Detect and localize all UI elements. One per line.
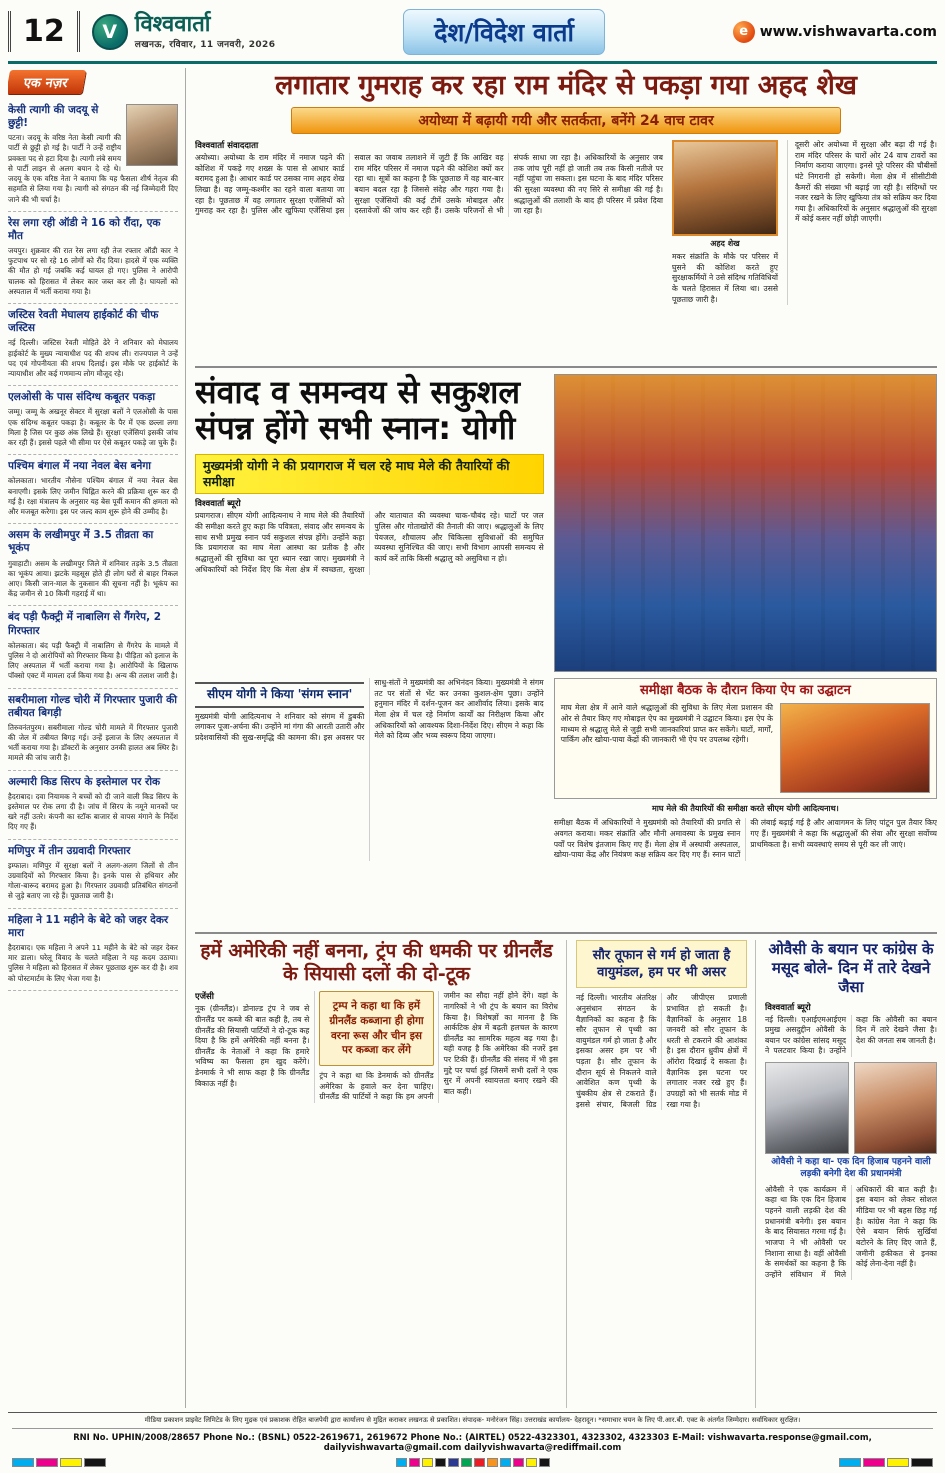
sidebar-news-item (8, 99, 178, 212)
news-body: जम्मू। जम्मू के अखनूर सेक्टर में सुरक्षा बलों ने एलओसी के पास एक संदिग्ध कबूतर पकड़ा है। कबूतर के पैर में एक छल्ला लगा मिला है जिस पर कुछ अंक लिखे हैं। सुरक्षा एजेंसियां इसकी जांच कर रही हैं। इससे पहले भी सीमा पर ऐसे कबूतर पकड़े जा चुके हैं। (8, 407, 178, 448)
article-body: माघ मेला क्षेत्र में आने वाले श्रद्धालुओं की सुविधा के लिए मेला प्रशासन की ओर से तैयार किए गए मोबाइल ऐप का मुख्यमंत्री ने उद्घाटन किया। इस ऐप के माध्यम से श्रद्धालु मेले से जुड़ी सभी जानकारियां प्राप्त कर सकेंगे। घाटों, मार्गों, पार्किंग और खोया-पाया केंद्रों की जानकारी भी ऐप पर उपलब्ध रहेगी। (560, 703, 773, 745)
masthead (92, 13, 276, 49)
byline: एजेंसी (195, 992, 214, 1003)
rni-contact-line: RNI No. UPHIN/2008/28657 Phone No.: (BSNL) 0522-2619671, 2619672 Phone No.: (AIRTEL) 0522-4323301, 4323302, 4323303 E-Mail: vishwavarta.response@gmail.com, dailyvishwavarta@gmail.com dailyvishwavarta@rediffmail.com (12, 1428, 933, 1452)
photo-kc-tyagi (126, 104, 178, 166)
sub-article-headline: समीक्षा बैठक के दौरान किया ऐप का उद्घाटन (639, 683, 851, 698)
photo-caption: ओवैसी ने कहा था- एक दिन हिजाब पहनने वाली लड़की बनेगी देश की प्रधानमंत्री (771, 1157, 931, 1179)
article-subhead: मुख्यमंत्री योगी ने की प्रयागराज में चल रहे माघ मेले की तैयारियों की समीक्षा (195, 454, 544, 495)
news-body: तिरुवनंतपुरम। सबरीमाला गोल्ड चोरी मामले में गिरफ्तार पुजारी की जेल में तबीयत बिगड़ गई। उन्हें इलाज के लिए अस्पताल में भर्ती कराया गया है। डॉक्टरों के अनुसार उनकी हालत अब स्थिर है। मामले की जांच जारी है। (8, 722, 178, 763)
news-headline: अल्मारी किड सिरप के इस्तेमाल पर रोक (8, 775, 161, 788)
photo-yogi-sangam-snan (554, 374, 937, 672)
article-headline-line2: संपन्न होंगे सभी स्नान: योगी (195, 409, 516, 448)
article-body: दूसरी ओर अयोध्या में सुरक्षा और बढ़ा दी गई है। राम मंदिर परिसर के चारों ओर 24 वाच टावरों का निर्माण कराया जाएगा। इनसे पूरे परिसर की चौबीसों घंटे निगरानी हो सकेगी। मेला क्षेत्र में सीसीटीवी कैमरों की संख्या भी बढ़ाई जा रही है। संदिग्धों पर नजर रखने के लिए खुफिया तंत्र को सक्रिय कर दिया गया है। अधिकारियों के अनुसार श्रद्धालुओं की सुरक्षा में कोई कसर नहीं छोड़ी जाएगी। (787, 140, 937, 305)
sidebar-title: एक नज़र (8, 70, 86, 94)
imprint-footer (8, 1412, 937, 1453)
news-body: नई दिल्ली। जस्टिस रेवती मोहिते ढेरे ने शनिवार को मेघालय हाईकोर्ट के मुख्य न्यायाधीश पद की शपथ ली। राज्यपाल ने उन्हें पद एवं गोपनीयता की शपथ दिलाई। इस मौके पर हाईकोर्ट के न्यायाधीश और कई गणमान्य लोग मौजूद रहे। (8, 338, 178, 379)
article-body: ओवैसी ने एक कार्यक्रम में कहा था कि एक दिन हिजाब पहनने वाली लड़की देश की प्रधानमंत्री बनेगी। इस बयान के बाद सियासत गरमा गई है। भाजपा ने भी ओवैसी पर निशाना साधा है। वहीं ओवैसी के समर्थकों का कहना है कि उन्होंने संविधान में मिले अधिकारों की बात कही है। इस बयान को लेकर सोशल मीडिया पर भी बहस छिड़ गई है। कांग्रेस नेता ने कहा कि ऐसे बयान सिर्फ सुर्खियां बटोरने के लिए दिए जाते हैं, जमीनी हकीकत से इनका कोई लेना-देना नहीं है। (765, 1184, 937, 1279)
byline: विश्ववार्ता संवाददाता (195, 141, 259, 152)
article-owaisi-masood (765, 940, 937, 1408)
news-headline: रेस लगा रही ऑडी ने 16 को रौंदा, एक मौत (8, 216, 161, 242)
article-yogi-magh-mela (195, 368, 937, 934)
news-headline: मणिपुर में तीन उग्रवादी गिरफ्तार (8, 844, 131, 857)
news-body: गुवाहाटी। असम के लखीमपुर जिले में शनिवार तड़के 3.5 तीव्रता का भूकंप आया। झटके महसूस होते ही लोग घरों से बाहर निकल आए। किसी जान-माल के नुकसान की सूचना नहीं है। भूकंप का केंद्र जमीन से 10 किमी गहराई में था। (8, 558, 178, 599)
article-body: नूक (ग्रीनलैंड)। डोनाल्ड ट्रंप ने जब से ग्रीनलैंड पर कब्जे की बात कही है, तब से ग्रीनलैंड की सियासी पार्टियों ने दो-टूक कह दिया है कि हमें अमेरिकी नहीं बनना है। ग्रीनलैंड के नेताओं ने कहा कि हमारे भविष्य का फैसला हम खुद करेंगे। डेनमार्क ने भी साफ कहा है कि ग्रीनलैंड बिकाऊ नहीं है। (195, 1004, 310, 1088)
photo-caption: अहद शेख (710, 239, 740, 249)
news-headline: एलओसी के पास संदिग्ध कबूतर पकड़ा (8, 391, 156, 404)
website-text: www.vishwavarta.com (759, 23, 937, 40)
news-headline: बंद पड़ी फैक्ट्री में नाबालिग से गैंगरेप, 2 गिरफ्तार (8, 611, 162, 637)
photo-caption: माघ मेले की तैयारियों की समीक्षा करते सीएम योगी आदित्यनाथ। (651, 804, 839, 814)
sidebar-news-item (8, 304, 178, 386)
news-headline: पश्चिम बंगाल में नया नेवल बेस बनेगा (8, 460, 152, 473)
section-title: देश/विदेश वार्ता (403, 9, 605, 55)
article-body: ट्रंप ने कहा था कि डेनमार्क को ग्रीनलैंड अमेरिका के हवाले कर देना चाहिए। ग्रीनलैंड की पार्टियों ने कहा कि हम अपनी जमीन का सौदा नहीं होने देंगे। वहां के नागरिकों ने भी ट्रंप के बयान का विरोध किया है। विशेषज्ञों का मानना है कि आर्कटिक क्षेत्र में बढ़ती हलचल के कारण ग्रीनलैंड का सामरिक महत्व बढ़ गया है। यही वजह है कि अमेरिका की नजरें इस पर टिकी हैं। ग्रीनलैंड की संसद में भी इस मुद्दे पर चर्चा हुई जिसमें सभी दलों ने एक सुर में अपनी स्वायत्तता बनाए रखने की बात कही। (319, 991, 558, 1102)
article-body: मकर संक्रांति के मौके पर परिसर में घुसने की कोशिश करते हुए सुरक्षाकर्मियों ने उसे संदिग्ध गतिविधियों के चलते हिरासत में लिया था। उससे पूछताछ जारी है। (672, 252, 778, 304)
sub-article-app-launch (554, 678, 937, 799)
article-headline: सौर तूफान से गर्म हो जाता है वायुमंडल, हम पर भी असर (576, 940, 747, 988)
main-articles (186, 68, 937, 1408)
trump-quote-box: ट्रम्प ने कहा था कि हमें ग्रीनलैंड कब्जाना ही होगा वरना रूस और चीन इस पर कब्जा कर लेंगे (319, 991, 433, 1066)
sidebar-news-item (8, 212, 178, 304)
globe-e-icon: e (733, 21, 755, 43)
bottom-articles-row (195, 934, 937, 1408)
photo-app-inauguration (780, 703, 930, 793)
article-body: प्रयागराज। सीएम योगी आदित्यनाथ ने माघ मेले की तैयारियों की समीक्षा करते हुए कहा कि पवित्रता, संवाद और समन्वय के साथ सभी प्रमुख स्नान पर्व सकुशल संपन्न होंगे। उन्होंने कहा कि प्रयागराज का माघ मेला आस्था का प्रतीक है और श्रद्धालुओं की सुविधा का पूरा ध्यान रखा जाए। मुख्यमंत्री ने अधिकारियों को निर्देश दिए कि मेला क्षेत्र में स्वच्छता, सुरक्षा और यातायात की व्यवस्था चाक-चौबंद रहे। घाटों पर जल पुलिस और गोताखोरों की तैनाती की जाए। श्रद्धालुओं के लिए पेयजल, शौचालय और चिकित्सा सुविधाओं की समुचित व्यवस्था सुनिश्चित की जाए। सभी विभाग आपसी समन्वय से कार्य करें ताकि किसी श्रद्धालु को असुविधा न हो। (195, 511, 544, 574)
news-body: कोलकाता। बंद पड़ी फैक्ट्री में नाबालिग से गैंगरेप के मामले में पुलिस ने दो आरोपियों को गिरफ्तार किया है। पीड़िता को इलाज के लिए अस्पताल में भर्ती कराया गया है। आरोपियों के खिलाफ पॉक्सो एक्ट में मामला दर्ज किया गया है। अन्य की तलाश जारी है। (8, 640, 178, 681)
photo-owaisi (765, 1062, 849, 1154)
edition-dateline: लखनऊ, रविवार, 11 जनवरी, 2026 (134, 39, 276, 50)
article-body: समीक्षा बैठक में अधिकारियों ने मुख्यमंत्री को तैयारियों की प्रगति से अवगत कराया। मकर संक्रांति और मौनी अमावस्या के प्रमुख स्नान पर्वों पर विशेष इंतजाम किए गए हैं। मेला क्षेत्र में अस्थायी अस्पताल, खोया-पाया केंद्र और नियंत्रण कक्ष सक्रिय कर दिए गए हैं। स्नान घाटों की लंबाई बढ़ाई गई है और आवागमन के लिए पांटून पुल तैयार किए गए हैं। मुख्यमंत्री ने कहा कि श्रद्धालुओं की सेवा और सुरक्षा सर्वोच्च प्राथमिकता है। सभी व्यवस्थाएं समय से पूरी कर ली जाएं। (553, 818, 937, 860)
news-body: हैदराबाद। दवा नियामक ने बच्चों को दी जाने वाली किड सिरप के इस्तेमाल पर रोक लगा दी है। जांच में सिरप के नमूने मानकों पर खरे नहीं उतरे। कंपनी का स्टॉक बाजार से वापस मंगाने के निर्देश दिए गए हैं। (8, 791, 178, 832)
article-greenland-trump (195, 940, 567, 1408)
sidebar-news-item (8, 606, 178, 688)
sub-article-headline: सीएम योगी ने किया 'संगम स्नान' (195, 682, 364, 708)
sidebar-news-item (8, 840, 178, 909)
article-headline: लगातार गुमराह कर रहा राम मंदिर से पकड़ा गया अहद शेख (275, 70, 857, 101)
cmyk-bar-right (839, 1458, 933, 1467)
news-headline: महिला ने 11 महीने के बेटे को जहर देकर मारा (8, 913, 169, 939)
news-headline: सबरीमाला गोल्ड चोरी में गिरफ्तार पुजारी की तबीयत बिगड़ी (8, 693, 177, 719)
news-body: पटना। जदयू के वरिष्ठ नेता केसी त्यागी की पार्टी से छुट्टी हो गई है। पार्टी ने उन्हें राष्ट्रीय प्रवक्ता पद से हटा दिया है। त्यागी लंबे समय से पार्टी लाइन से अलग बयान दे रहे थे। जदयू के एक वरिष्ठ नेता ने बताया कि यह फैसला शीर्ष नेतृत्व की सहमति से लिया गया है। त्यागी को संगठन की नई जिम्मेदारी दिए जाने की भी चर्चा है। (8, 133, 178, 204)
photo-ahad-sheikh (672, 140, 778, 236)
sidebar-news-item (8, 771, 178, 840)
article-solar-storm (576, 940, 756, 1408)
article-subhead: अयोध्या में बढ़ायी गयी और सतर्कता, बनेंगे 24 वाच टावर (291, 107, 840, 134)
news-body: जयपुर। शुक्रवार की रात रेस लगा रही तेज रफ्तार ऑडी कार ने फुटपाथ पर सो रहे 16 लोगों को रौंद दिया। हादसे में एक व्यक्ति की मौत हो गई जबकि कई घायल हो गए। पुलिस ने आरोपी चालक को हिरासत में लेकर कार जब्त कर ली है। घायलों को अस्पताल में भर्ती कराया गया है। (8, 246, 178, 296)
news-body: कोलकाता। भारतीय नौसेना पश्चिम बंगाल में नया नेवल बेस बनाएगी। इसके लिए जमीन चिह्नित करने की प्रक्रिया शुरू कर दी गई है। रक्षा मंत्रालय के अनुसार यह बेस पूर्वी कमान की क्षमता को और मजबूत करेगा। इस पर जल्द काम शुरू होने की उम्मीद है। (8, 476, 178, 517)
article-body: मुख्यमंत्री योगी आदित्यनाथ ने शनिवार को संगम में डुबकी लगाकर पूजा-अर्चना की। उन्होंने मां गंगा की आरती उतारी और प्रदेशवासियों की सुख-समृद्धि की कामना की। इस अवसर पर साधु-संतों ने मुख्यमंत्री का अभिनंदन किया। मुख्यमंत्री ने संगम तट पर संतों से भेंट कर उनका कुशल-क्षेम पूछा। उन्होंने हनुमान मंदिर में दर्शन-पूजन कर आशीर्वाद लिया। इसके बाद मेला क्षेत्र में चल रहे निर्माण कार्यों का निरीक्षण किया और अधिकारियों को आवश्यक दिशा-निर्देश दिए। सीएम ने कहा कि मेले को दिव्य और भव्य स्वरूप दिया जाएगा। (195, 678, 544, 742)
masthead-title: विश्ववार्ता (134, 12, 211, 38)
article-ram-mandir (195, 68, 937, 368)
sidebar-news-item (8, 455, 178, 524)
news-headline: असम के लखीमपुर में 3.5 तीव्रता का भूकंप (8, 529, 154, 555)
news-body: इम्फाल। मणिपुर में सुरक्षा बलों ने अलग-अलग जिलों से तीन उग्रवादियों को गिरफ्तार किया है। इनके पास से हथियार और गोला-बारूद बरामद हुआ है। गिरफ्तार उग्रवादी प्रतिबंधित संगठनों से जुड़े बताए जा रहे हैं। पूछताछ जारी है। (8, 860, 178, 901)
sidebar-news-item (8, 689, 178, 771)
vishwavarta-logo-icon: V (92, 14, 128, 50)
sidebar-news-item (8, 386, 178, 455)
photo-masood (854, 1062, 938, 1154)
article-headline-line1: संवाद व समन्वय से सकुशल (195, 373, 521, 411)
byline: विश्ववार्ता ब्यूरो (195, 499, 241, 510)
content-area (8, 68, 937, 1408)
article-headline: ओवैसी के बयान पर कांग्रेस के मसूद बोले- दिन में तारे देखने जैसा (768, 940, 934, 997)
page-number: 12 (8, 11, 80, 52)
news-body: हैदराबाद। एक महिला ने अपने 11 महीने के बेटे को जहर देकर मार डाला। घरेलू विवाद के चलते महिला ने यह कदम उठाया। पुलिस ने महिला को हिरासत में लेकर पूछताछ शुरू कर दी है। शव को पोस्टमार्टम के लिए भेजा गया है। (8, 942, 178, 983)
print-registration-marks (8, 1453, 937, 1471)
news-headline: केसी त्यागी की जदयू से छुट्टी! (8, 104, 99, 130)
cmyk-bar-left (12, 1458, 106, 1467)
article-body: अयोध्या। अयोध्या के राम मंदिर में नमाज पढ़ने की कोशिश में पकड़े गए शख्स के पास से आधार कार्ड बरामद हुआ है। आधार कार्ड पर उसका नाम अहद शेख लिखा है। वह जम्मू-कश्मीर का रहने वाला बताया जा रहा है। पूछताछ में वह लगातार सुरक्षा एजेंसियों को गुमराह कर रहा है। पुलिस और खुफिया एजेंसियां इस सवाल का जवाब तलाशने में जुटी हैं कि आखिर वह राम मंदिर परिसर में नमाज पढ़ने की कोशिश क्यों कर रहा था। सूत्रों का कहना है कि पूछताछ में वह बार-बार बयान बदल रहा है जिससे संदेह और गहरा गया है। सुरक्षा एजेंसियों की कई टीमें उसके मोबाइल और दस्तावेजों की जांच कर रही हैं। उसके परिजनों से भी संपर्क साधा जा रहा है। अधिकारियों के अनुसार जब तक जांच पूरी नहीं हो जाती तब तक किसी नतीजे पर नहीं पहुंचा जा सकता। इस घटना के बाद मंदिर परिसर की सुरक्षा व्यवस्था की नए सिरे से समीक्षा की गई है। श्रद्धालुओं की तलाशी के बाद ही परिसर में प्रवेश दिया जा रहा है। (195, 153, 663, 216)
ek-nazar-sidebar (8, 68, 186, 1408)
cmyk-bar-center (396, 1458, 550, 1467)
article-headline: हमें अमेरिकी नहीं बनना, ट्रंप की धमकी पर ग्रीनलैंड के सियासी दलों की दो-टूक (200, 940, 553, 986)
publisher-line: मीडिया प्रकाशन प्राइवेट लिमिटेड के लिए मुद्रक एवं प्रकाशक रोहित बाजपेयी द्वारा कार्यालय से मुद्रित कराकर लखनऊ से प्रकाशित। संपादक- मनोरंजन सिंह। उत्तराखंड कार्यालय- देहरादून। *समाचार चयन के लिए पी.आर.बी. एक्ट के अंतर्गत जिम्मेदार। सर्वाधिकार सुरक्षित। (144, 1415, 801, 1424)
byline: विश्ववार्ता ब्यूरो (765, 1002, 811, 1013)
article-body: नई दिल्ली। भारतीय अंतरिक्ष अनुसंधान संगठन के वैज्ञानिकों का कहना है कि सौर तूफान से पृथ्वी का वायुमंडल गर्म हो जाता है और इसका असर हम पर भी पड़ता है। सौर तूफान के दौरान सूर्य से निकलने वाले आवेशित कण पृथ्वी के चुंबकीय क्षेत्र से टकराते हैं। इससे संचार, बिजली ग्रिड और जीपीएस प्रणाली प्रभावित हो सकती है। वैज्ञानिकों के अनुसार 18 जनवरी को सौर तूफान के धरती से टकराने की आशंका है। इस दौरान ध्रुवीय क्षेत्रों में ऑरोरा दिखाई दे सकता है। वैज्ञानिक इस घटना पर लगातार नजर रखे हुए हैं। उपग्रहों को भी सतर्क मोड में रखा गया है। (576, 993, 747, 1109)
news-headline: जस्टिस रेवती मेघालय हाईकोर्ट की चीफ जस्टिस (8, 309, 159, 335)
page-header (8, 6, 937, 64)
website-url (733, 21, 937, 43)
article-body: नई दिल्ली। एआईएमआईएम प्रमुख असदुद्दीन ओवैसी के बयान पर कांग्रेस सांसद मसूद ने पलटवार किया है। उन्होंने कहा कि ओवैसी का बयान दिन में तारे देखने जैसा है। देश की जनता सब जानती है। (765, 1014, 937, 1056)
sidebar-news-item (8, 524, 178, 606)
sidebar-news-item (8, 909, 178, 991)
